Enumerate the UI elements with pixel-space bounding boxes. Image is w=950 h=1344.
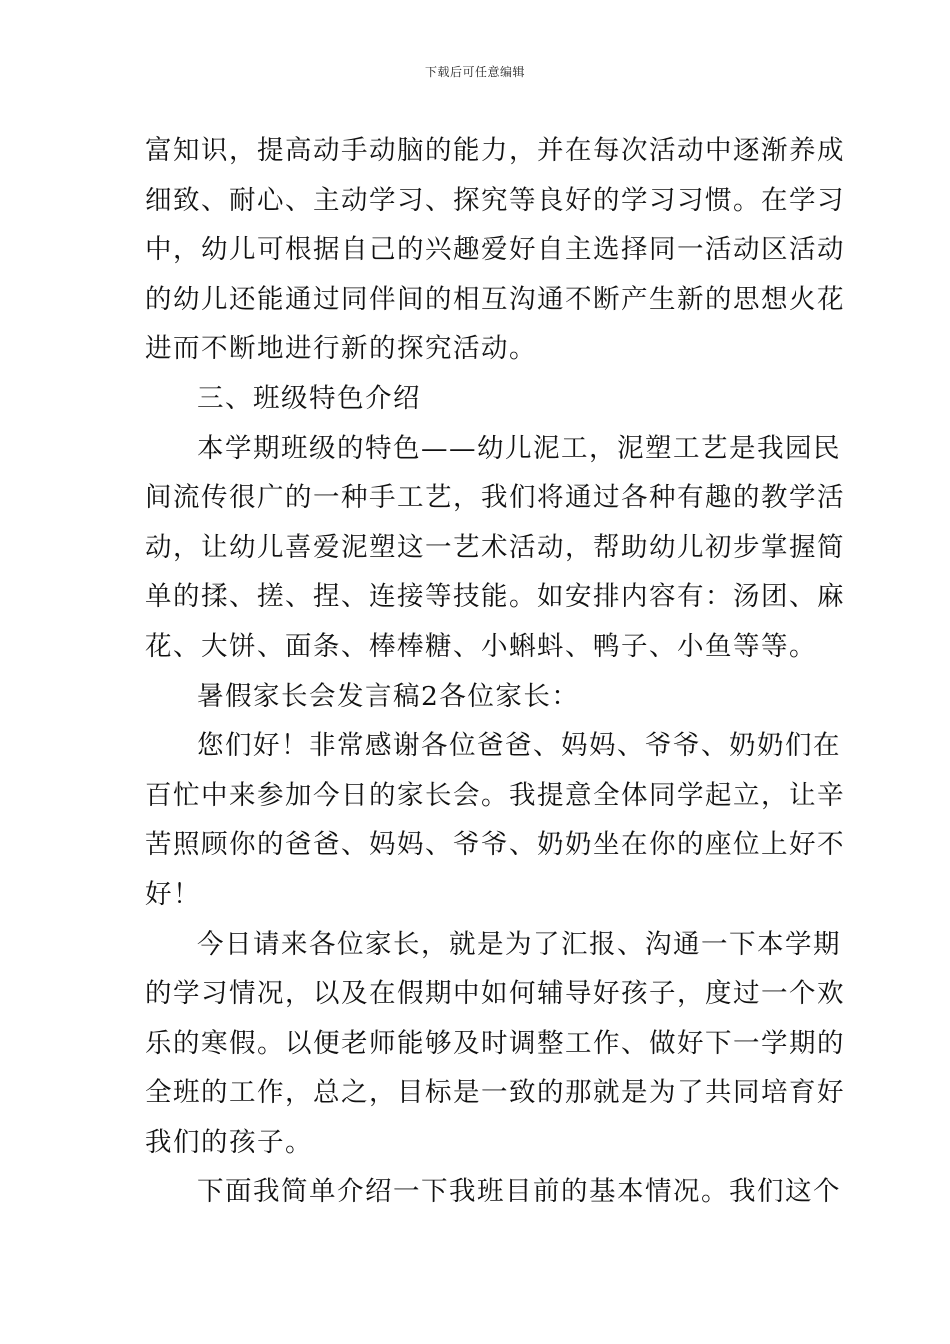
text-line: 您们好！非常感谢各位爸爸、妈妈、爷爷、奶奶们在 [197, 730, 841, 762]
text-line: 乐的寒假。以便老师能够及时调整工作、做好下一学期的 [145, 1027, 845, 1059]
text-line: 今日请来各位家长，就是为了汇报、沟通一下本学期 [197, 928, 841, 960]
text-line: 单的揉、搓、捏、连接等技能。如安排内容有：汤团、麻 [145, 581, 845, 613]
text-line: 的幼儿还能通过同伴间的相互沟通不断产生新的思想火花 [145, 283, 845, 315]
text-line: 下面我简单介绍一下我班目前的基本情况。我们这个 [197, 1176, 841, 1208]
document-body [145, 126, 845, 1217]
text-line: 苦照顾你的爸爸、妈妈、爷爷、奶奶坐在你的座位上好不 [145, 829, 845, 861]
speech-title: 暑假家长会发言稿2各位家长： [197, 680, 580, 712]
text-line: 花、大饼、面条、棒棒糖、小蝌蚪、鸭子、小鱼等等。 [145, 630, 817, 662]
text-line: 好！ [145, 878, 201, 910]
text-line: 百忙中来参加今日的家长会。我提意全体同学起立，让辛 [145, 779, 845, 811]
text-line: 本学期班级的特色——幼儿泥工，泥塑工艺是我园民 [197, 432, 841, 464]
text-line: 的学习情况，以及在假期中如何辅导好孩子，度过一个欢 [145, 978, 845, 1010]
text-line: 细致、耐心、主动学习、探究等良好的学习习惯。在学习 [145, 184, 845, 216]
section-heading: 三、班级特色介绍 [197, 382, 421, 414]
page-header: 下载后可任意编辑 [424, 65, 525, 79]
text-line: 我们的孩子。 [145, 1126, 313, 1158]
text-line: 动，让幼儿喜爱泥塑这一艺术活动，帮助幼儿初步掌握简 [145, 531, 845, 563]
text-line: 全班的工作，总之，目标是一致的那就是为了共同培育好 [145, 1077, 845, 1109]
text-line: 中，幼儿可根据自己的兴趣爱好自主选择同一活动区活动 [145, 234, 845, 266]
text-line: 进而不断地进行新的探究活动。 [145, 333, 537, 365]
text-line: 间流传很广的一种手工艺，我们将通过各种有趣的教学活 [145, 482, 845, 514]
text-line: 富知识，提高动手动脑的能力，并在每次活动中逐渐养成 [145, 135, 845, 166]
